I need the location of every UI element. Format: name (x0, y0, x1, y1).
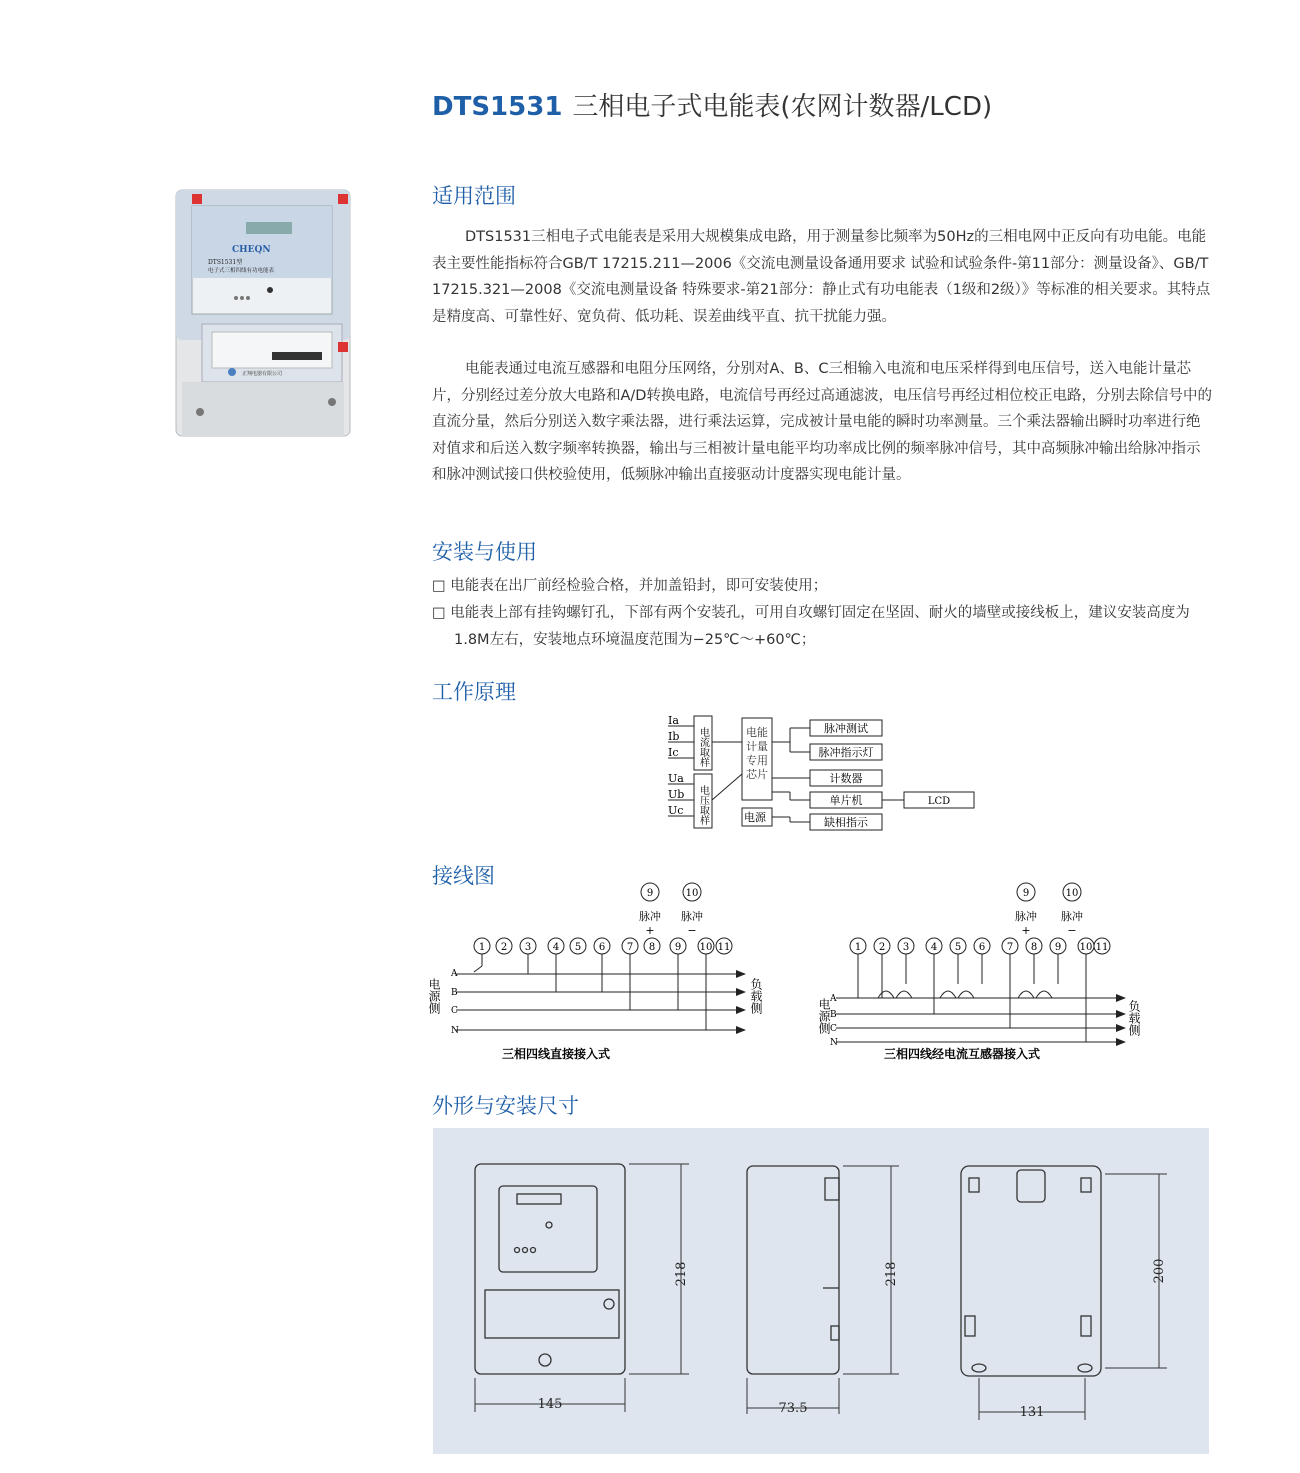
pulse-minus-right: − (1067, 924, 1077, 937)
product-name: 三相电子式电能表(农网计数器/LCD) (572, 92, 993, 122)
install-item-1: □ 电能表在出厂前经检验合格，并加盖铅封，即可安装使用； (432, 578, 828, 594)
svg-text:6: 6 (978, 942, 986, 953)
front-height-dim: 218 (674, 1261, 689, 1287)
install-item-2: □ 电能表上部有挂钩螺钉孔，下部有两个安装孔，可用自攻螺钉固定在坚固、耐火的墙壁或接线板上，建议安装高度为1.8M左右，安装地点环境温度范围为−25℃～+60℃； (432, 605, 1190, 648)
current-input-c: Ic (668, 746, 679, 759)
line-n-left: N (451, 1026, 459, 1036)
svg-text:10: 10 (685, 888, 699, 899)
load-side-right: 负载侧 (1127, 1000, 1141, 1036)
back-width-dim: 131 (1019, 1405, 1045, 1420)
brand-text: CHEQN (232, 245, 271, 255)
pulse-label-right-1: 脉冲 (1015, 910, 1037, 923)
line-a-left: A (451, 969, 458, 979)
svg-text:10: 10 (1065, 888, 1079, 899)
voltage-sampling-label: 电压取样 (697, 785, 709, 825)
source-side-left: 电源侧 (427, 978, 441, 1014)
current-input-a: Ia (668, 714, 679, 727)
svg-text:6: 6 (598, 942, 606, 953)
scope-heading: 适用范围 (432, 184, 516, 208)
chip-label: 电能计量专用芯片 (746, 726, 768, 781)
svg-text:5: 5 (954, 942, 962, 953)
caption-direct: 三相四线直接接入式 (501, 1047, 611, 1061)
scope-paragraph-2: 电能表通过电流互感器和电阻分压网络，分别对A、B、C三相输入电流和电压采样得到电压信号，送入电能计量芯片，分别经过差分放大电路和A/D转换电路，电流信号再经过高通滤波，电压信号再经过相位校正电路，分别去除信号中的直流分量，然后分别送入数字乘法器，进行乘法运算，完成被计量电能的瞬时功率测量。三个乘法器输出瞬时功率进行绝对值求和后送入数字频率转换器，输出与三相被计量电能平均功率成比例的频率脉冲信号，其中高频脉冲输出给脉冲指示和脉冲测试接口供校验使用，低频脉冲输出直接驱动计度器实现电能计量。 (432, 361, 1212, 483)
svg-text:7: 7 (1006, 942, 1014, 953)
source-side-right: 电源侧 (817, 998, 831, 1034)
front-width-dim: 145 (537, 1397, 563, 1412)
line-b-right: B (830, 1010, 837, 1020)
load-side-left: 负载侧 (749, 978, 763, 1014)
company-text: 正翔电器有限公司 (242, 371, 283, 377)
current-sampling-label: 电流取样 (697, 727, 709, 767)
svg-text:11: 11 (717, 942, 731, 953)
pulse-plus-left: + (645, 924, 655, 937)
svg-text:1: 1 (854, 942, 862, 953)
line-n-right: N (830, 1038, 838, 1048)
product-photo (172, 186, 354, 440)
pulse-label-left-1: 脉冲 (639, 910, 661, 923)
back-height-dim: 200 (1152, 1258, 1167, 1284)
svg-text:9: 9 (646, 888, 654, 899)
svg-text:11: 11 (1095, 942, 1109, 953)
desc-text: 电子式三相四线有功电能表 (208, 268, 275, 274)
svg-text:2: 2 (500, 942, 508, 953)
line-a-right: A (830, 994, 837, 1004)
install-heading: 安装与使用 (432, 540, 537, 564)
svg-text:5: 5 (574, 942, 582, 953)
svg-text:10: 10 (699, 942, 713, 953)
line-c-left: C (451, 1006, 458, 1016)
page-title (432, 86, 992, 123)
side-depth-dim: 73.5 (778, 1401, 808, 1416)
pulse-plus-right: + (1021, 924, 1031, 937)
output-phase-loss: 缺相指示 (824, 816, 868, 829)
svg-text:4: 4 (552, 942, 560, 953)
output-pulse-lamp: 脉冲指示灯 (818, 746, 874, 759)
wiring-diagram (426, 880, 1156, 1065)
output-counter: 计数器 (829, 772, 863, 785)
dimensions-heading: 外形与安装尺寸 (432, 1094, 579, 1118)
dimension-drawings (433, 1128, 1209, 1454)
current-input-b: Ib (668, 730, 680, 743)
lcd-label: LCD (927, 796, 951, 807)
output-pulse-test: 脉冲测试 (824, 722, 868, 735)
svg-text:3: 3 (902, 942, 910, 953)
svg-text:2: 2 (878, 942, 886, 953)
model-code: DTS1531 (432, 92, 563, 122)
voltage-input-c: Uc (668, 804, 684, 817)
caption-ct: 三相四线经电流互感器接入式 (883, 1047, 1041, 1061)
svg-text:10: 10 (1079, 942, 1093, 953)
output-mcu: 单片机 (829, 794, 863, 807)
svg-text:8: 8 (648, 942, 656, 953)
block-diagram (660, 712, 980, 834)
scope-paragraph-1: DTS1531三相电子式电能表是采用大规模集成电路，用于测量参比频率为50Hz的三相电网中正反向有功电能。电能表主要性能指标符合GB/T 17215.211—2006《交流电测量设备通用要求 试验和试验条件-第11部分：测量设备》、GB/T 17215.321—2008《交流电测量设备 特殊要求-第21部分：静止式有功电能表（1级和2级）》等标准的相关要求。其特点是精度高、可靠性好、宽负荷、低功耗、误差曲线平直、抗干扰能力强。 (432, 229, 1211, 325)
pulse-label-right-2: 脉冲 (1061, 910, 1083, 923)
principle-heading: 工作原理 (432, 680, 516, 704)
svg-text:9: 9 (1022, 888, 1030, 899)
pulse-minus-left: − (687, 924, 697, 937)
svg-text:3: 3 (524, 942, 532, 953)
svg-text:1: 1 (478, 942, 486, 953)
svg-text:9: 9 (1054, 942, 1062, 953)
model-text: DTS1531型 (208, 259, 243, 266)
svg-text:8: 8 (1030, 942, 1038, 953)
svg-text:7: 7 (626, 942, 634, 953)
svg-text:4: 4 (930, 942, 938, 953)
line-b-left: B (451, 988, 458, 998)
line-c-right: C (830, 1024, 837, 1034)
wiring-heading: 接线图 (432, 864, 495, 888)
pulse-label-left-2: 脉冲 (681, 910, 703, 923)
svg-text:9: 9 (674, 942, 682, 953)
power-label: 电源 (744, 811, 766, 824)
voltage-input-b: Ub (668, 788, 685, 801)
voltage-input-a: Ua (668, 772, 684, 785)
side-height-dim: 218 (884, 1261, 899, 1287)
